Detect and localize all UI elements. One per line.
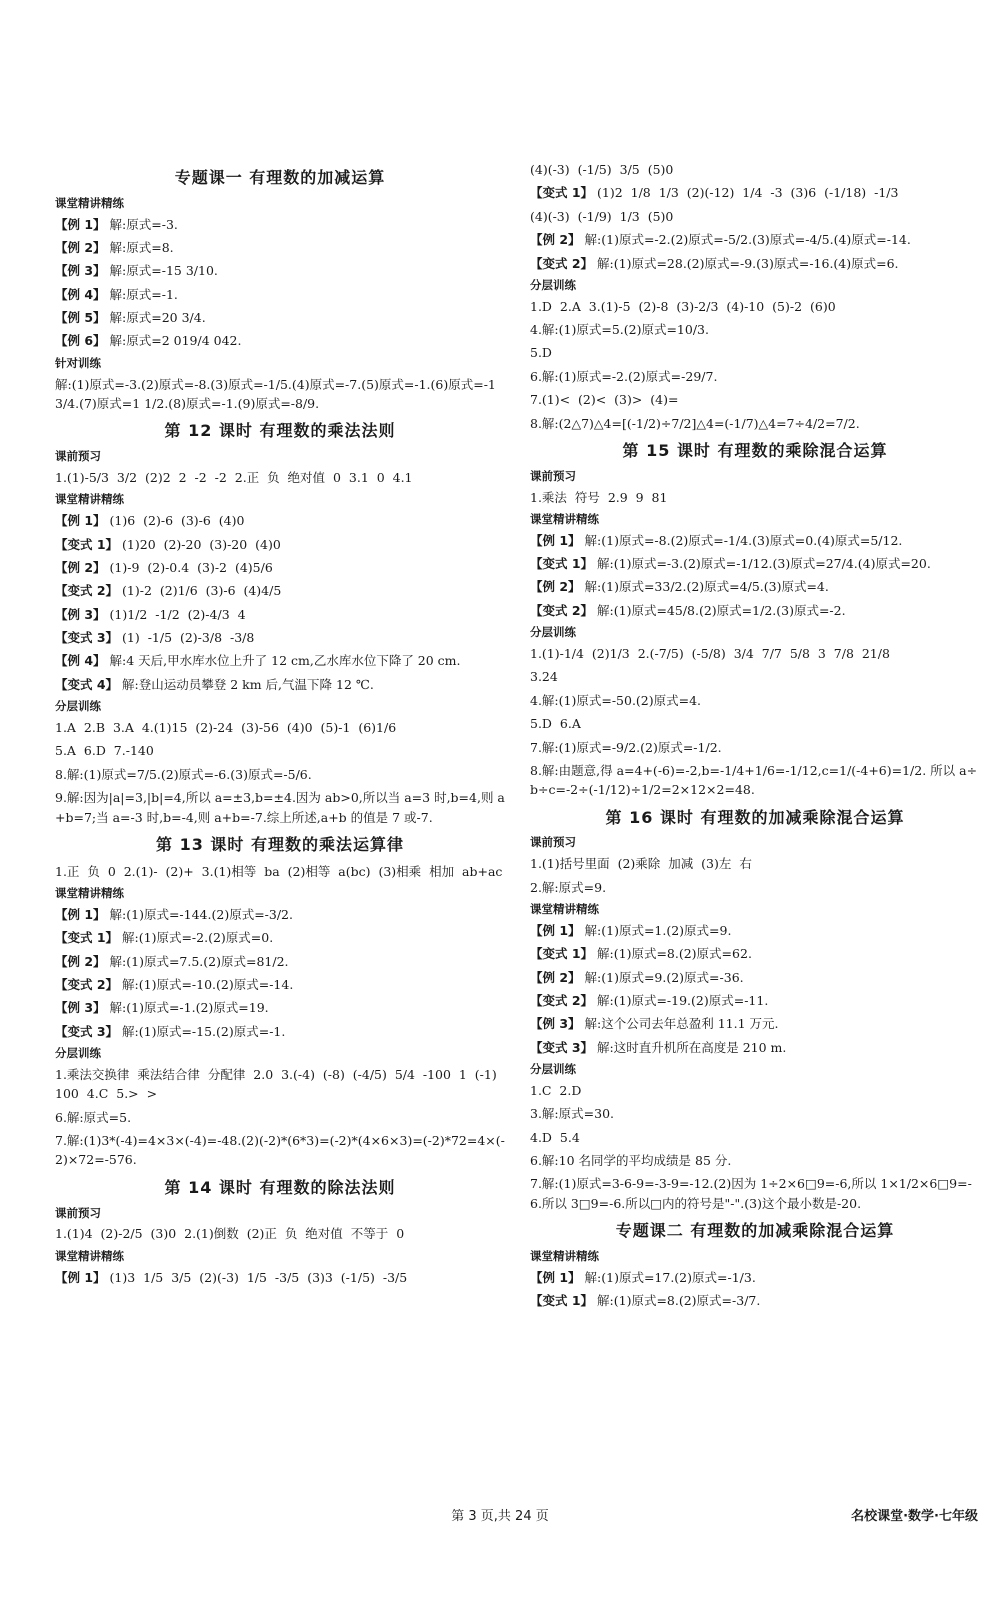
section-title: 第 15 课时 有理数的乘除混合运算 — [622, 440, 888, 460]
answer-line — [530, 644, 980, 663]
answer-line — [55, 1268, 505, 1287]
subsection-heading: 课堂精讲精练 — [55, 1248, 124, 1263]
answer-text: 解:(1)原式=-19.(2)原式=-11. — [593, 992, 769, 1008]
answer-text: 5.D 6.A — [530, 716, 581, 732]
section-title: 专题课二 有理数的加减乘除混合运算 — [615, 1221, 895, 1241]
answer-line — [530, 601, 980, 620]
right-column — [530, 160, 980, 1315]
answer-text: 1.乘法交换律 乘法结合律 分配律 2.0 3.(-4) (-8) (-4/5) 5/4 -100 1 (-1) 100 4.C 5.> > — [55, 1066, 505, 1102]
answer-line — [530, 577, 980, 596]
answer-text: 解:(1)原式=-8.(2)原式=-1/4.(3)原式=0.(4)原式=5/12. — [580, 532, 903, 548]
answer-line — [530, 207, 980, 226]
answer-text: 7.解:(1)3*(-4)=4×3×(-4)=-48.(2)(-2)*(6*3)=(-2)*(4×6×3)=(-2)*72=4×(-2)×72=-576. — [55, 1133, 505, 1168]
answer-line — [55, 1108, 505, 1127]
answer-text: 1.D 2.A 3.(1)-5 (2)-8 (3)-2/3 (4)-10 (5)-2 (6)0 — [530, 298, 836, 314]
answer-line — [55, 1065, 505, 1104]
answer-line — [55, 765, 505, 784]
answer-line — [530, 488, 980, 507]
answer-text: 1.(1)-1/4 (2)1/3 2.(-7/5) (-5/8) 3/4 7/7 5/8 3 7/8 21/8 — [530, 646, 890, 662]
example-tag: 【例 1】 — [55, 1269, 106, 1285]
answer-line — [55, 285, 505, 304]
example-tag: 【变式 1】 — [530, 946, 594, 962]
answer-line — [55, 261, 505, 280]
answer-line — [55, 952, 505, 971]
section-title: 第 13 课时 有理数的乘法运算律 — [156, 834, 404, 854]
answer-line — [530, 254, 980, 273]
answer-line — [530, 714, 980, 733]
example-tag: 【例 1】 — [55, 513, 106, 529]
answer-text: 解:(1)原式=28.(2)原式=-9.(3)原式=-16.(4)原式=6. — [593, 255, 899, 271]
answer-line — [530, 183, 980, 202]
example-tag: 【变式 3】 — [530, 1039, 594, 1055]
answer-text: 解:(1)原式=8.(2)原式=62. — [593, 946, 752, 962]
example-tag: 【例 4】 — [55, 286, 106, 302]
example-tag: 【例 4】 — [55, 653, 106, 669]
example-tag: 【变式 3】 — [55, 630, 119, 646]
answer-line — [55, 308, 505, 327]
answer-text: 解:这时直升机所在高度是 210 m. — [593, 1039, 787, 1055]
answer-text: 9.解:因为|a|=3,|b|=4,所以 a=±3,b=±4.因为 ab>0,所以当 a=3 时,b=4,则 a+b=7;当 a=-3 时,b=-4,则 a+b=-7.综上所述,a+b 的值是 7 或-7. — [55, 790, 505, 825]
example-tag: 【变式 1】 — [55, 536, 119, 552]
subsection-heading: 课堂精讲精练 — [55, 195, 124, 210]
answer-text: 4.D 5.4 — [530, 1129, 580, 1145]
answer-line — [55, 215, 505, 234]
example-tag: 【变式 2】 — [530, 992, 594, 1008]
answer-line — [530, 968, 980, 987]
answer-line — [530, 1128, 980, 1147]
example-tag: 【例 2】 — [530, 969, 581, 985]
answer-line — [55, 651, 505, 670]
answer-text: 4.解:(1)原式=5.(2)原式=10/3. — [530, 322, 709, 338]
answer-text: (1)6 (2)-6 (3)-6 (4)0 — [105, 513, 245, 529]
answer-text: 解:原式=-15 3/10. — [105, 263, 218, 279]
answer-text: 解:(1)原式=-2.(2)原式=0. — [118, 930, 274, 946]
example-tag: 【例 2】 — [55, 239, 106, 255]
answer-line — [530, 390, 980, 409]
answer-text: (4)(-3) (-1/5) 3/5 (5)0 — [530, 162, 674, 177]
subsection-heading: 课前预习 — [55, 1205, 101, 1220]
subsection-heading: 分层训练 — [55, 1046, 101, 1061]
answer-text: 7.解:(1)原式=3-6-9=-3-9=-12.(2)因为 1÷2×6□9=-6,所以 1×1/2×6□9=-6.所以 3□9=-6.所以□内的符号是"-".(3)这个最小数是-20. — [530, 1176, 972, 1211]
answer-line — [530, 878, 980, 897]
answer-text: 1.C 2.D — [530, 1082, 582, 1098]
example-tag: 【变式 1】 — [55, 930, 119, 946]
answer-line — [55, 581, 505, 600]
answer-line — [55, 511, 505, 530]
example-tag: 【例 1】 — [530, 532, 581, 548]
subsection-heading: 分层训练 — [530, 625, 576, 640]
answer-text: 解:原式=8. — [105, 239, 174, 255]
answer-text: (4)(-3) (-1/9) 1/3 (5)0 — [530, 208, 674, 224]
answer-text: 解:(1)原式=-3.(2)原式=-1/12.(3)原式=27/4.(4)原式=20. — [593, 556, 931, 572]
answer-text: 解:(1)原式=9.(2)原式=-36. — [580, 969, 744, 985]
subsection-heading: 分层训练 — [530, 1062, 576, 1077]
answer-line — [55, 331, 505, 350]
answer-text: 解:原式=20 3/4. — [105, 310, 206, 326]
example-tag: 【变式 1】 — [530, 556, 594, 572]
answer-text: 8.解:(1)原式=7/5.(2)原式=-6.(3)原式=-5/6. — [55, 766, 312, 782]
answer-text: 解:(1)原式=-2.(2)原式=-5/2.(3)原式=-4/5.(4)原式=-14. — [580, 232, 911, 248]
answer-text: 8.解:(2△7)△4=[(-1/2)÷7/2]△4=(-1/7)△4=7÷4/2=7/2. — [530, 415, 860, 431]
example-tag: 【变式 1】 — [530, 185, 594, 201]
answer-text: (1)-2 (2)1/6 (3)-6 (4)4/5 — [118, 583, 282, 599]
example-tag: 【变式 3】 — [55, 1023, 119, 1039]
answer-text: 5.A 6.D 7.-140 — [55, 743, 154, 759]
subsection-heading: 课前预习 — [530, 835, 576, 850]
answer-line — [55, 605, 505, 624]
answer-text: 解:(1)原式=17.(2)原式=-1/3. — [580, 1269, 756, 1285]
answer-line — [55, 975, 505, 994]
answer-text: 5.D — [530, 345, 552, 361]
answer-line — [530, 1014, 980, 1033]
answer-text: 3.24 — [530, 669, 558, 685]
example-tag: 【例 1】 — [55, 216, 106, 232]
answer-text: 1.乘法 符号 2.9 9 81 — [530, 489, 668, 505]
book-title: 名校课堂·数学·七年级 — [851, 1509, 978, 1524]
answer-text: 1.正 负 0 2.(1)- (2)+ 3.(1)相等 ba (2)相等 a(bc) (3)相乘 相加 ab+ac — [55, 863, 503, 879]
answer-line — [530, 1151, 980, 1170]
example-tag: 【例 2】 — [55, 953, 106, 969]
answer-line — [55, 741, 505, 760]
answer-text: 7.(1)< (2)< (3)> (4)= — [530, 392, 679, 408]
answer-line — [530, 531, 980, 550]
subsection-heading: 课前预习 — [530, 468, 576, 483]
answer-line — [530, 667, 980, 686]
answer-line — [530, 1104, 980, 1123]
example-tag: 【例 3】 — [55, 263, 106, 279]
answer-line — [530, 1268, 980, 1287]
answer-text: (1)2 1/8 1/3 (2)(-12) 1/4 -3 (3)6 (-1/18) -1/3 — [593, 185, 899, 201]
answer-text: 解:(1)原式=33/2.(2)原式=4/5.(3)原式=4. — [580, 579, 829, 595]
answer-text: 6.解:(1)原式=-2.(2)原式=-29/7. — [530, 368, 718, 384]
example-tag: 【例 5】 — [55, 310, 106, 326]
answer-text: 1.(1)-5/3 3/2 (2)2 2 -2 -2 2.正 负 绝对值 0 3.1 0 4.1 — [55, 470, 413, 486]
example-tag: 【变式 4】 — [55, 676, 119, 692]
answer-text: 解:(1)原式=-144.(2)原式=-3/2. — [105, 906, 293, 922]
subsection-heading: 课堂精讲精练 — [55, 886, 124, 901]
answer-line — [530, 1081, 980, 1100]
section-title: 第 12 课时 有理数的乘法法则 — [164, 421, 396, 441]
answer-line — [530, 320, 980, 339]
answer-text: (1)20 (2)-20 (3)-20 (4)0 — [118, 536, 281, 552]
subsection-heading: 课堂精讲精练 — [530, 511, 599, 526]
answer-text: 4.解:(1)原式=-50.(2)原式=4. — [530, 692, 702, 708]
answer-line — [55, 718, 505, 737]
answer-text: 1.(1)括号里面 (2)乘除 加减 (3)左 右 — [530, 856, 752, 872]
answer-line — [55, 788, 505, 827]
answer-line — [55, 238, 505, 257]
answer-text: 2.解:原式=9. — [530, 879, 607, 895]
answer-line — [530, 691, 980, 710]
answer-line — [530, 160, 980, 179]
answer-text: 解:原式=-3. — [105, 216, 178, 232]
example-tag: 【变式 1】 — [530, 1293, 594, 1309]
answer-line — [55, 928, 505, 947]
answer-line — [55, 1131, 505, 1170]
subsection-heading: 分层训练 — [530, 277, 576, 292]
answer-text: (1)1/2 -1/2 (2)-4/3 4 — [105, 606, 246, 622]
example-tag: 【例 1】 — [530, 922, 581, 938]
example-tag: 【例 1】 — [55, 906, 106, 922]
answer-text: 解:(1)原式=45/8.(2)原式=1/2.(3)原式=-2. — [593, 602, 846, 618]
answer-line — [530, 367, 980, 386]
answer-text: 解:这个公司去年总盈利 11.1 万元. — [580, 1016, 779, 1032]
answer-line — [530, 738, 980, 757]
subsection-heading: 课前预习 — [55, 449, 101, 464]
answer-text: 解:原式=-1. — [105, 286, 178, 302]
answer-line — [55, 375, 505, 414]
page-number: 第 3 页,共 24 页 — [451, 1509, 549, 1524]
answer-text: 1.(1)4 (2)-2/5 (3)0 2.(1)倒数 (2)正 负 绝对值 不等于 0 — [55, 1226, 405, 1242]
answer-text: 解:4 天后,甲水库水位上升了 12 cm,乙水库水位下降了 20 cm. — [105, 653, 461, 669]
answer-text: (1)3 1/5 3/5 (2)(-3) 1/5 -3/5 (3)3 (-1/5) -3/5 — [105, 1269, 408, 1285]
subsection-heading: 课堂精讲精练 — [55, 492, 124, 507]
answer-text: 1.A 2.B 3.A 4.(1)15 (2)-24 (3)-56 (4)0 (5)-1 (6)1/6 — [55, 720, 397, 736]
answer-text: 6.解:原式=5. — [55, 1109, 132, 1125]
answer-text: 6.解:10 名同学的平均成绩是 85 分. — [530, 1153, 732, 1169]
answer-line — [55, 675, 505, 694]
answer-line — [530, 230, 980, 249]
answer-line — [55, 998, 505, 1017]
answer-line — [55, 628, 505, 647]
answer-text: (1)-9 (2)-0.4 (3)-2 (4)5/6 — [105, 559, 273, 575]
answer-line — [530, 991, 980, 1010]
example-tag: 【例 3】 — [55, 1000, 106, 1016]
subsection-heading: 分层训练 — [55, 699, 101, 714]
answer-text: 3.解:原式=30. — [530, 1106, 614, 1122]
example-tag: 【变式 2】 — [530, 602, 594, 618]
answer-line — [55, 558, 505, 577]
subsection-heading: 针对训练 — [55, 355, 101, 370]
answer-line — [55, 905, 505, 924]
answer-text: 解:(1)原式=-15.(2)原式=-1. — [118, 1023, 286, 1039]
answer-line — [530, 343, 980, 362]
answer-text: 解:(1)原式=1.(2)原式=9. — [580, 922, 732, 938]
answer-line — [530, 1291, 980, 1310]
example-tag: 【变式 2】 — [530, 255, 594, 271]
example-tag: 【例 2】 — [530, 579, 581, 595]
answer-line — [530, 1174, 980, 1213]
answer-line — [55, 1224, 505, 1243]
answer-line — [55, 1022, 505, 1041]
answer-line — [530, 1038, 980, 1057]
answer-text: (1) -1/5 (2)-3/8 -3/8 — [118, 630, 255, 646]
section-title: 专题课一 有理数的加减运算 — [174, 168, 386, 187]
answer-text: 解:(1)原式=-3.(2)原式=-8.(3)原式=-1/5.(4)原式=-7.(5)原式=-1.(6)原式=-13/4.(7)原式=1 1/2.(8)原式=-1.(9)原式=-8/9. — [55, 376, 496, 412]
example-tag: 【例 1】 — [530, 1269, 581, 1285]
answer-text: 解:原式=2 019/4 042. — [105, 333, 242, 349]
answer-line — [530, 761, 980, 800]
example-tag: 【例 3】 — [530, 1016, 581, 1032]
answer-text: 解:登山运动员攀登 2 km 后,气温下降 12 ℃. — [118, 676, 374, 692]
example-tag: 【例 2】 — [55, 559, 106, 575]
answer-text: 8.解:由题意,得 a=4+(-6)=-2,b=-1/4+1/6=-1/12,c=1/(-4+6)=1/2. 所以 a÷b÷c=-2÷(-1/12)÷1/2=2×12×2=48. — [530, 762, 978, 798]
answer-line — [530, 297, 980, 316]
answer-line — [530, 854, 980, 873]
section-title: 第 16 课时 有理数的加减乘除混合运算 — [605, 807, 905, 827]
example-tag: 【例 6】 — [55, 333, 106, 349]
answer-line — [530, 944, 980, 963]
subsection-heading: 课堂精讲精练 — [530, 1248, 599, 1263]
example-tag: 【变式 2】 — [55, 583, 119, 599]
answer-text: 解:(1)原式=-10.(2)原式=-14. — [118, 977, 294, 993]
answer-text: 解:(1)原式=8.(2)原式=-3/7. — [593, 1293, 761, 1309]
answer-line — [530, 414, 980, 433]
answer-line — [55, 468, 505, 487]
subsection-heading: 课堂精讲精练 — [530, 902, 599, 917]
answer-line — [55, 862, 505, 881]
example-tag: 【例 3】 — [55, 606, 106, 622]
answer-line — [530, 554, 980, 573]
left-column — [55, 160, 505, 1291]
answer-line — [55, 535, 505, 554]
answer-line — [530, 921, 980, 940]
example-tag: 【变式 2】 — [55, 977, 119, 993]
page-footer — [0, 1505, 1000, 1529]
answer-text: 解:(1)原式=-1.(2)原式=19. — [105, 1000, 269, 1016]
example-tag: 【例 2】 — [530, 232, 581, 248]
answer-text: 7.解:(1)原式=-9/2.(2)原式=-1/2. — [530, 739, 722, 755]
answer-text: 解:(1)原式=7.5.(2)原式=81/2. — [105, 953, 289, 969]
section-title: 第 14 课时 有理数的除法法则 — [164, 1177, 396, 1197]
